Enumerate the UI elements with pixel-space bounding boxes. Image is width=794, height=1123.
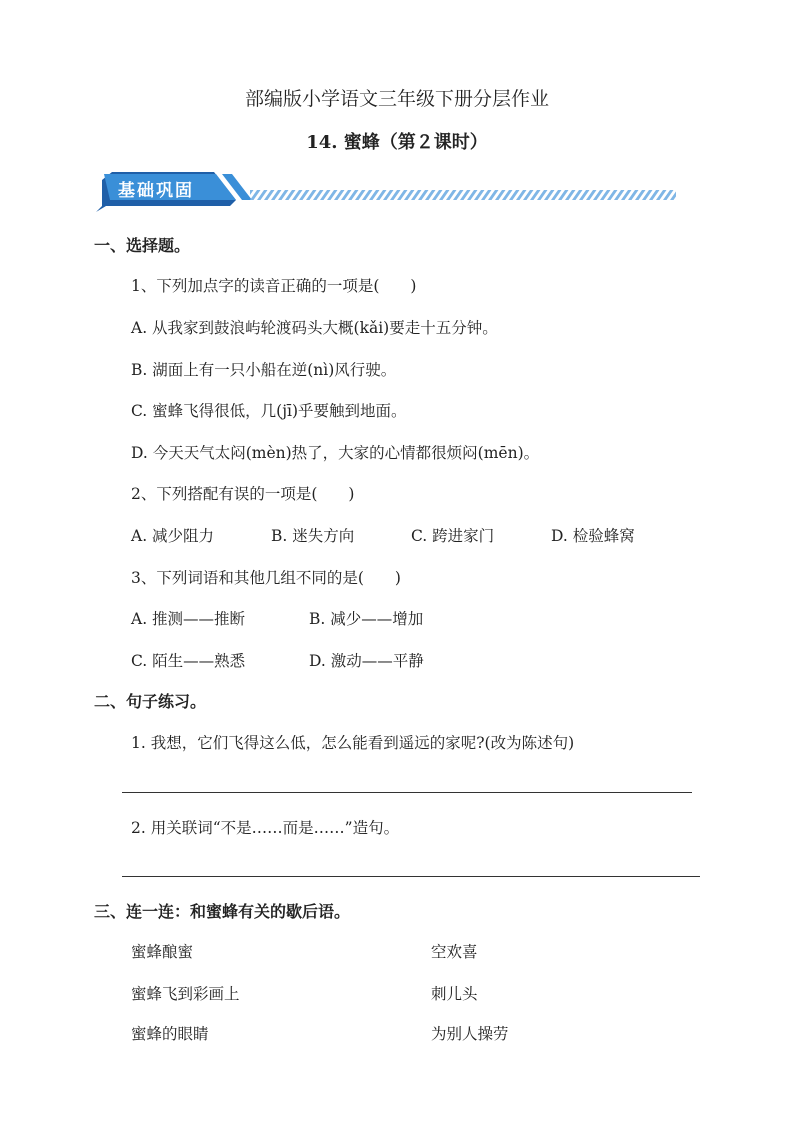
q3-option-c: C. 陌生——熟悉 (131, 652, 246, 670)
section3-heading: 三、连一连：和蜜蜂有关的歇后语。 (94, 902, 351, 921)
sentence-q1: 1. 我想，它们飞得这么低，怎么能看到遥远的家呢?(改为陈述句) (131, 734, 575, 752)
q2-option-a: A. 减少阻力 (131, 527, 215, 545)
banner-label: 基础巩固 (118, 181, 194, 201)
match-left-item[interactable]: 蜜蜂酿蜜 (131, 943, 194, 961)
section2-heading: 二、句子练习。 (94, 692, 207, 711)
q2-option-c: C. 跨进家门 (411, 527, 495, 545)
q1-option-d: D. 今天天气太闷(mèn)热了，大家的心情都很烦闷(mēn)。 (131, 444, 540, 462)
match-left-item[interactable]: 蜜蜂的眼睛 (131, 1025, 209, 1043)
q1-stem: 1、下列加点字的读音正确的一项是( ) (131, 277, 417, 295)
q1-option-c: C. 蜜蜂飞得很低，几(jī)乎要触到地面。 (131, 402, 407, 420)
match-right-item[interactable]: 刺儿头 (431, 985, 478, 1003)
q3-option-b: B. 减少——增加 (309, 610, 424, 628)
q3-option-a: A. 推测——推断 (131, 610, 246, 628)
section1-heading: 一、选择题。 (94, 236, 191, 255)
q2-stem: 2、下列搭配有误的一项是( ) (131, 485, 355, 503)
q1-option-a: A. 从我家到鼓浪屿轮渡码头大概(kǎi)要走十五分钟。 (131, 319, 498, 337)
match-left-item[interactable]: 蜜蜂飞到彩画上 (131, 985, 240, 1003)
answer-line-1[interactable] (122, 792, 692, 793)
sentence-q2: 2. 用关联词“不是……而是……”造句。 (131, 819, 400, 837)
q3-option-d: D. 激动——平静 (309, 652, 424, 670)
q2-option-d: D. 检验蜂窝 (551, 527, 635, 545)
match-right-item[interactable]: 为别人操劳 (431, 1025, 509, 1043)
match-right-item[interactable]: 空欢喜 (431, 943, 478, 961)
section-banner (96, 170, 676, 212)
page-title: 部编版小学语文三年级下册分层作业 (244, 88, 549, 110)
q2-option-b: B. 迷失方向 (271, 527, 355, 545)
answer-line-2[interactable] (122, 876, 700, 877)
q3-stem: 3、下列词语和其他几组不同的是( ) (131, 569, 401, 587)
lesson-title: 14. 蜜蜂（第２课时） (306, 132, 488, 153)
q1-option-b: B. 湖面上有一只小船在逆(nì)风行驶。 (131, 361, 397, 379)
